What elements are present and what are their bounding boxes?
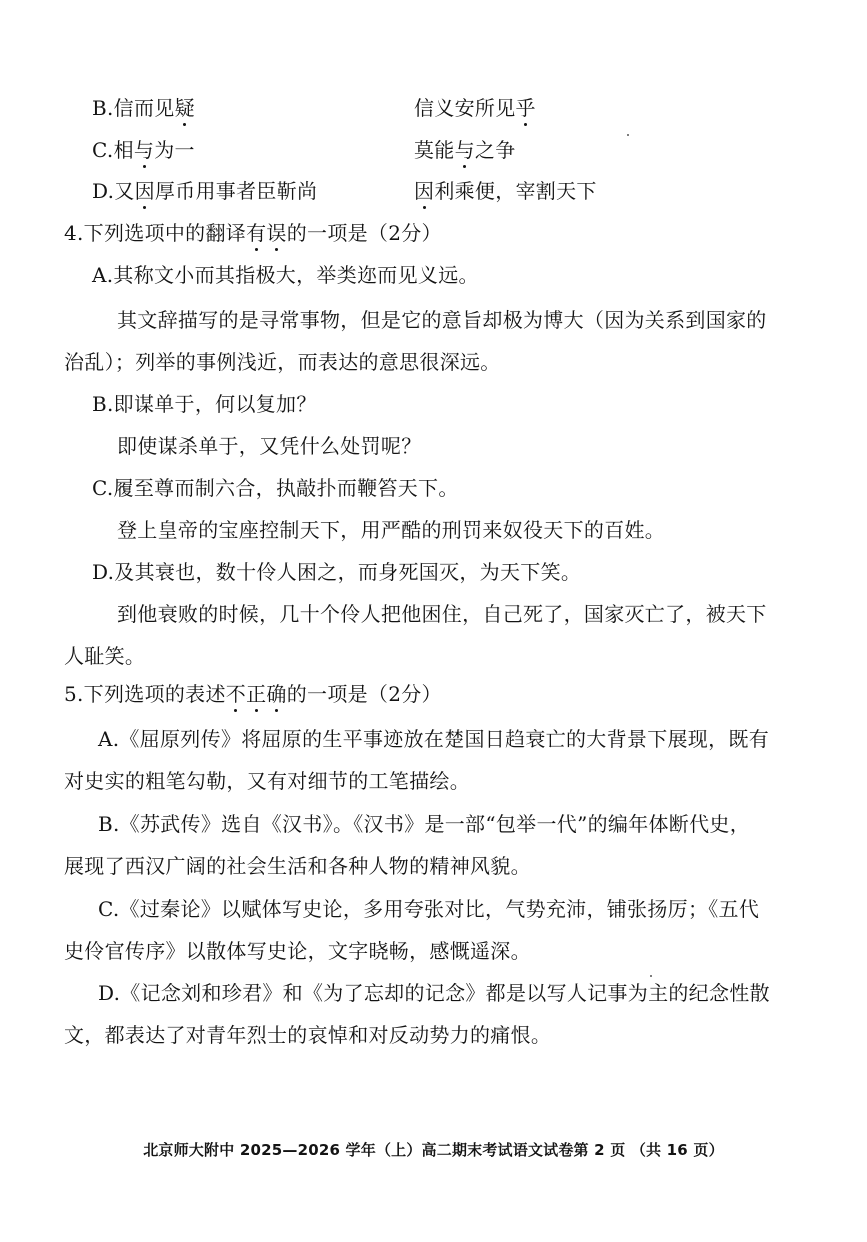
- q5-option-a-line2: 对史实的粗笔勾勒，又有对细节的工笔描绘。: [64, 769, 470, 793]
- q5-option-d-line1: D.《记念刘和珍君》和《为了忘却的记念》都是以写人记事为主的纪念性散: [98, 981, 770, 1005]
- q3-option-d-left: D.又因厚币用事者臣靳尚: [92, 179, 318, 203]
- q4-option-a: A.其称文小而其指极大，举类迩而见义远。: [92, 263, 479, 287]
- page-footer: 北京师大附中 2025—2026 学年（上）高二期末考试语文试卷第 2 页 （共 16 页）: [143, 1141, 724, 1159]
- q4-option-c: C.履至尊而制六合，执敲扑而鞭笞天下。: [92, 476, 459, 500]
- q3-option-b-left: B.信而见疑: [92, 96, 195, 120]
- q5-option-a-line1: A.《屈原列传》将屈原的生平事迹放在楚国日趋衰亡的大背景下展现，既有: [98, 727, 769, 751]
- q5-option-b-line2: 展现了西汉广阔的社会生活和各种人物的精神风貌。: [64, 854, 531, 878]
- q4-option-a-translation-line2: 治乱）；列举的事例浅近，而表达的意思很深远。: [64, 350, 501, 374]
- q3-option-c-left: C.相与为一: [92, 138, 195, 162]
- q5-stem: 5.下列选项的表述不正确的一项是（2分）: [64, 682, 442, 706]
- q3-option-c-right: 莫能与之争: [414, 138, 516, 162]
- q5-option-b-line1: B.《苏武传》选自《汉书》。《汉书》是一部“包举一代”的编年体断代史，: [98, 812, 751, 836]
- q4-option-b-translation: 即使谋杀单于，又凭什么处罚呢？: [117, 434, 422, 458]
- q4-stem: 4.下列选项中的翻译有误的一项是（2分）: [64, 221, 442, 245]
- scan-speck: [627, 134, 629, 136]
- q5-option-c-line1: C.《过秦论》以赋体写史论，多用夸张对比，气势充沛，铺张扬厉；《五代: [98, 897, 760, 921]
- q4-option-d: D.及其衰也，数十伶人困之，而身死国灭，为天下笑。: [92, 560, 582, 584]
- q4-option-c-translation: 登上皇帝的宝座控制天下，用严酷的刑罚来奴役天下的百姓。: [117, 518, 666, 542]
- q4-option-a-translation-line1: 其文辞描写的是寻常事物，但是它的意旨却极为博大（因为关系到国家的: [117, 308, 767, 332]
- q3-option-d-right: 因利乘便，宰割天下: [414, 179, 597, 203]
- q5-option-d-line2: 文，都表达了对青年烈士的哀悼和对反动势力的痛恨。: [64, 1023, 552, 1047]
- q4-option-d-translation-line1: 到他衰败的时候，几十个伶人把他困住，自己死了，国家灭亡了，被天下: [117, 602, 767, 626]
- q5-option-c-line2: 史伶官传序》以散体写史论，文字晓畅，感慨遥深。: [64, 939, 531, 963]
- q4-option-d-translation-line2: 人耻笑。: [64, 644, 146, 668]
- q3-option-b-right: 信义安所见乎: [414, 96, 536, 120]
- scan-speck: [650, 975, 652, 977]
- q4-option-b: B.即谋单于，何以复加？: [92, 392, 317, 416]
